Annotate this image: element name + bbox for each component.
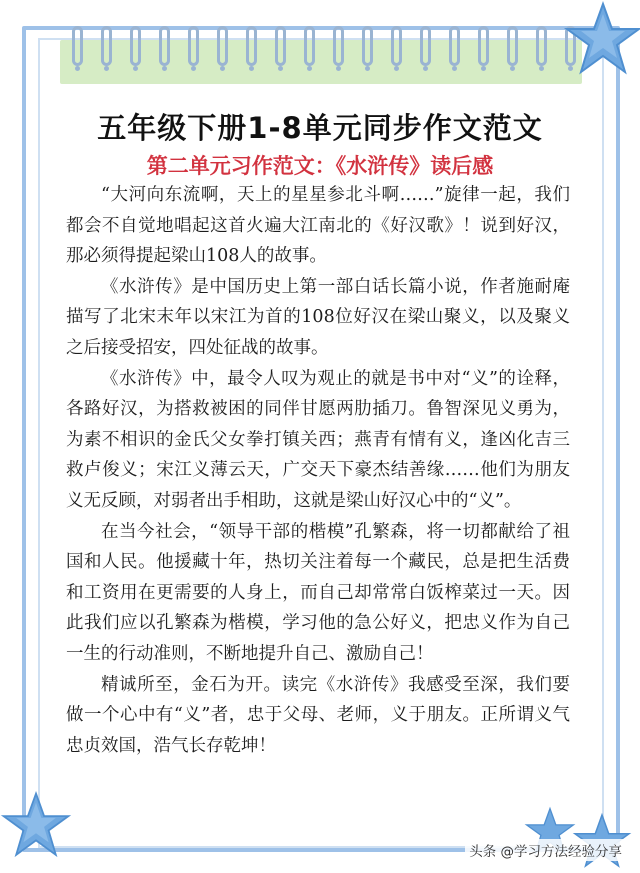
paragraph: 《水浒传》中，最令人叹为观止的就是书中对“义”的诠释，各路好汉，为搭救被困的同伴甘愿两肋插刀。鲁智深见义勇为，为素不相识的金氏父女拳打镇关西；燕青有情有义，逢凶化吉三救卢俊义；宋江义薄云天，广交天下豪杰结善缘……他们为朋友义无反顾，对弱者出手相助，这就是梁山好汉心中的“义”。 [66,368,570,511]
binder-ring-icon [217,26,228,66]
binder-ring-icon [449,26,460,66]
binder-ring-icon [130,26,141,66]
page-title: 五年级下册1-8单元同步作文范文 [97,111,543,145]
source-watermark: 头条 @学习方法经验分享 [465,839,626,861]
binder-ring-icon [159,26,170,66]
paragraph: 精诚所至，金石为开。读完《水浒传》我感受至深，我们要做一个心中有“义”者，忠于父母、老师，义于朋友。正所谓义气忠贞效国，浩气长存乾坤！ [66,674,570,756]
binder-ring-icon [304,26,315,66]
binder-ring-icon [275,26,286,66]
binder-ring-icon [333,26,344,66]
essay-subtitle: 第二单元习作范文：《水浒传》读后感 [146,154,494,178]
paragraph: “大河向东流啊，天上的星星参北斗啊……”旋律一起，我们都会不自觉地唱起这首火遍大江南北的《好汉歌》！说到好汉，那必须得提起梁山108人的故事。 [66,185,570,267]
binder-ring-icon [420,26,431,66]
binder-ring-icon [391,26,402,66]
binder-ring-icon [507,26,518,66]
binder-ring-icon [188,26,199,66]
binder-ring-icon [362,26,373,66]
star-icon [0,790,72,862]
binder-rings [64,26,578,74]
binder-ring-icon [72,26,83,66]
paragraph: 《水浒传》是中国历史上第一部白话长篇小说，作者施耐庵描写了北宋末年以宋江为首的108位好汉在梁山聚义，以及聚义之后接受招安，四处征战的故事。 [66,276,570,358]
paragraph: 在当今社会，“领导干部的楷模”孔繁森，将一切都献给了祖国和人民。他援藏十年，热切关注着每一个藏民，总是把生活费和工资用在更需要的人身上，而自己却常常白饭榨菜过一天。因此我们应以孔繁森为楷模，学习他的急公好义，把忠义作为自己一生的行动准则，不断地提升自己、激励自己！ [66,521,570,664]
binder-ring-icon [478,26,489,66]
binder-ring-icon [101,26,112,66]
binder-ring-icon [536,26,547,66]
star-icon [563,0,640,80]
essay-body [66,180,570,761]
binder-ring-icon [246,26,257,66]
